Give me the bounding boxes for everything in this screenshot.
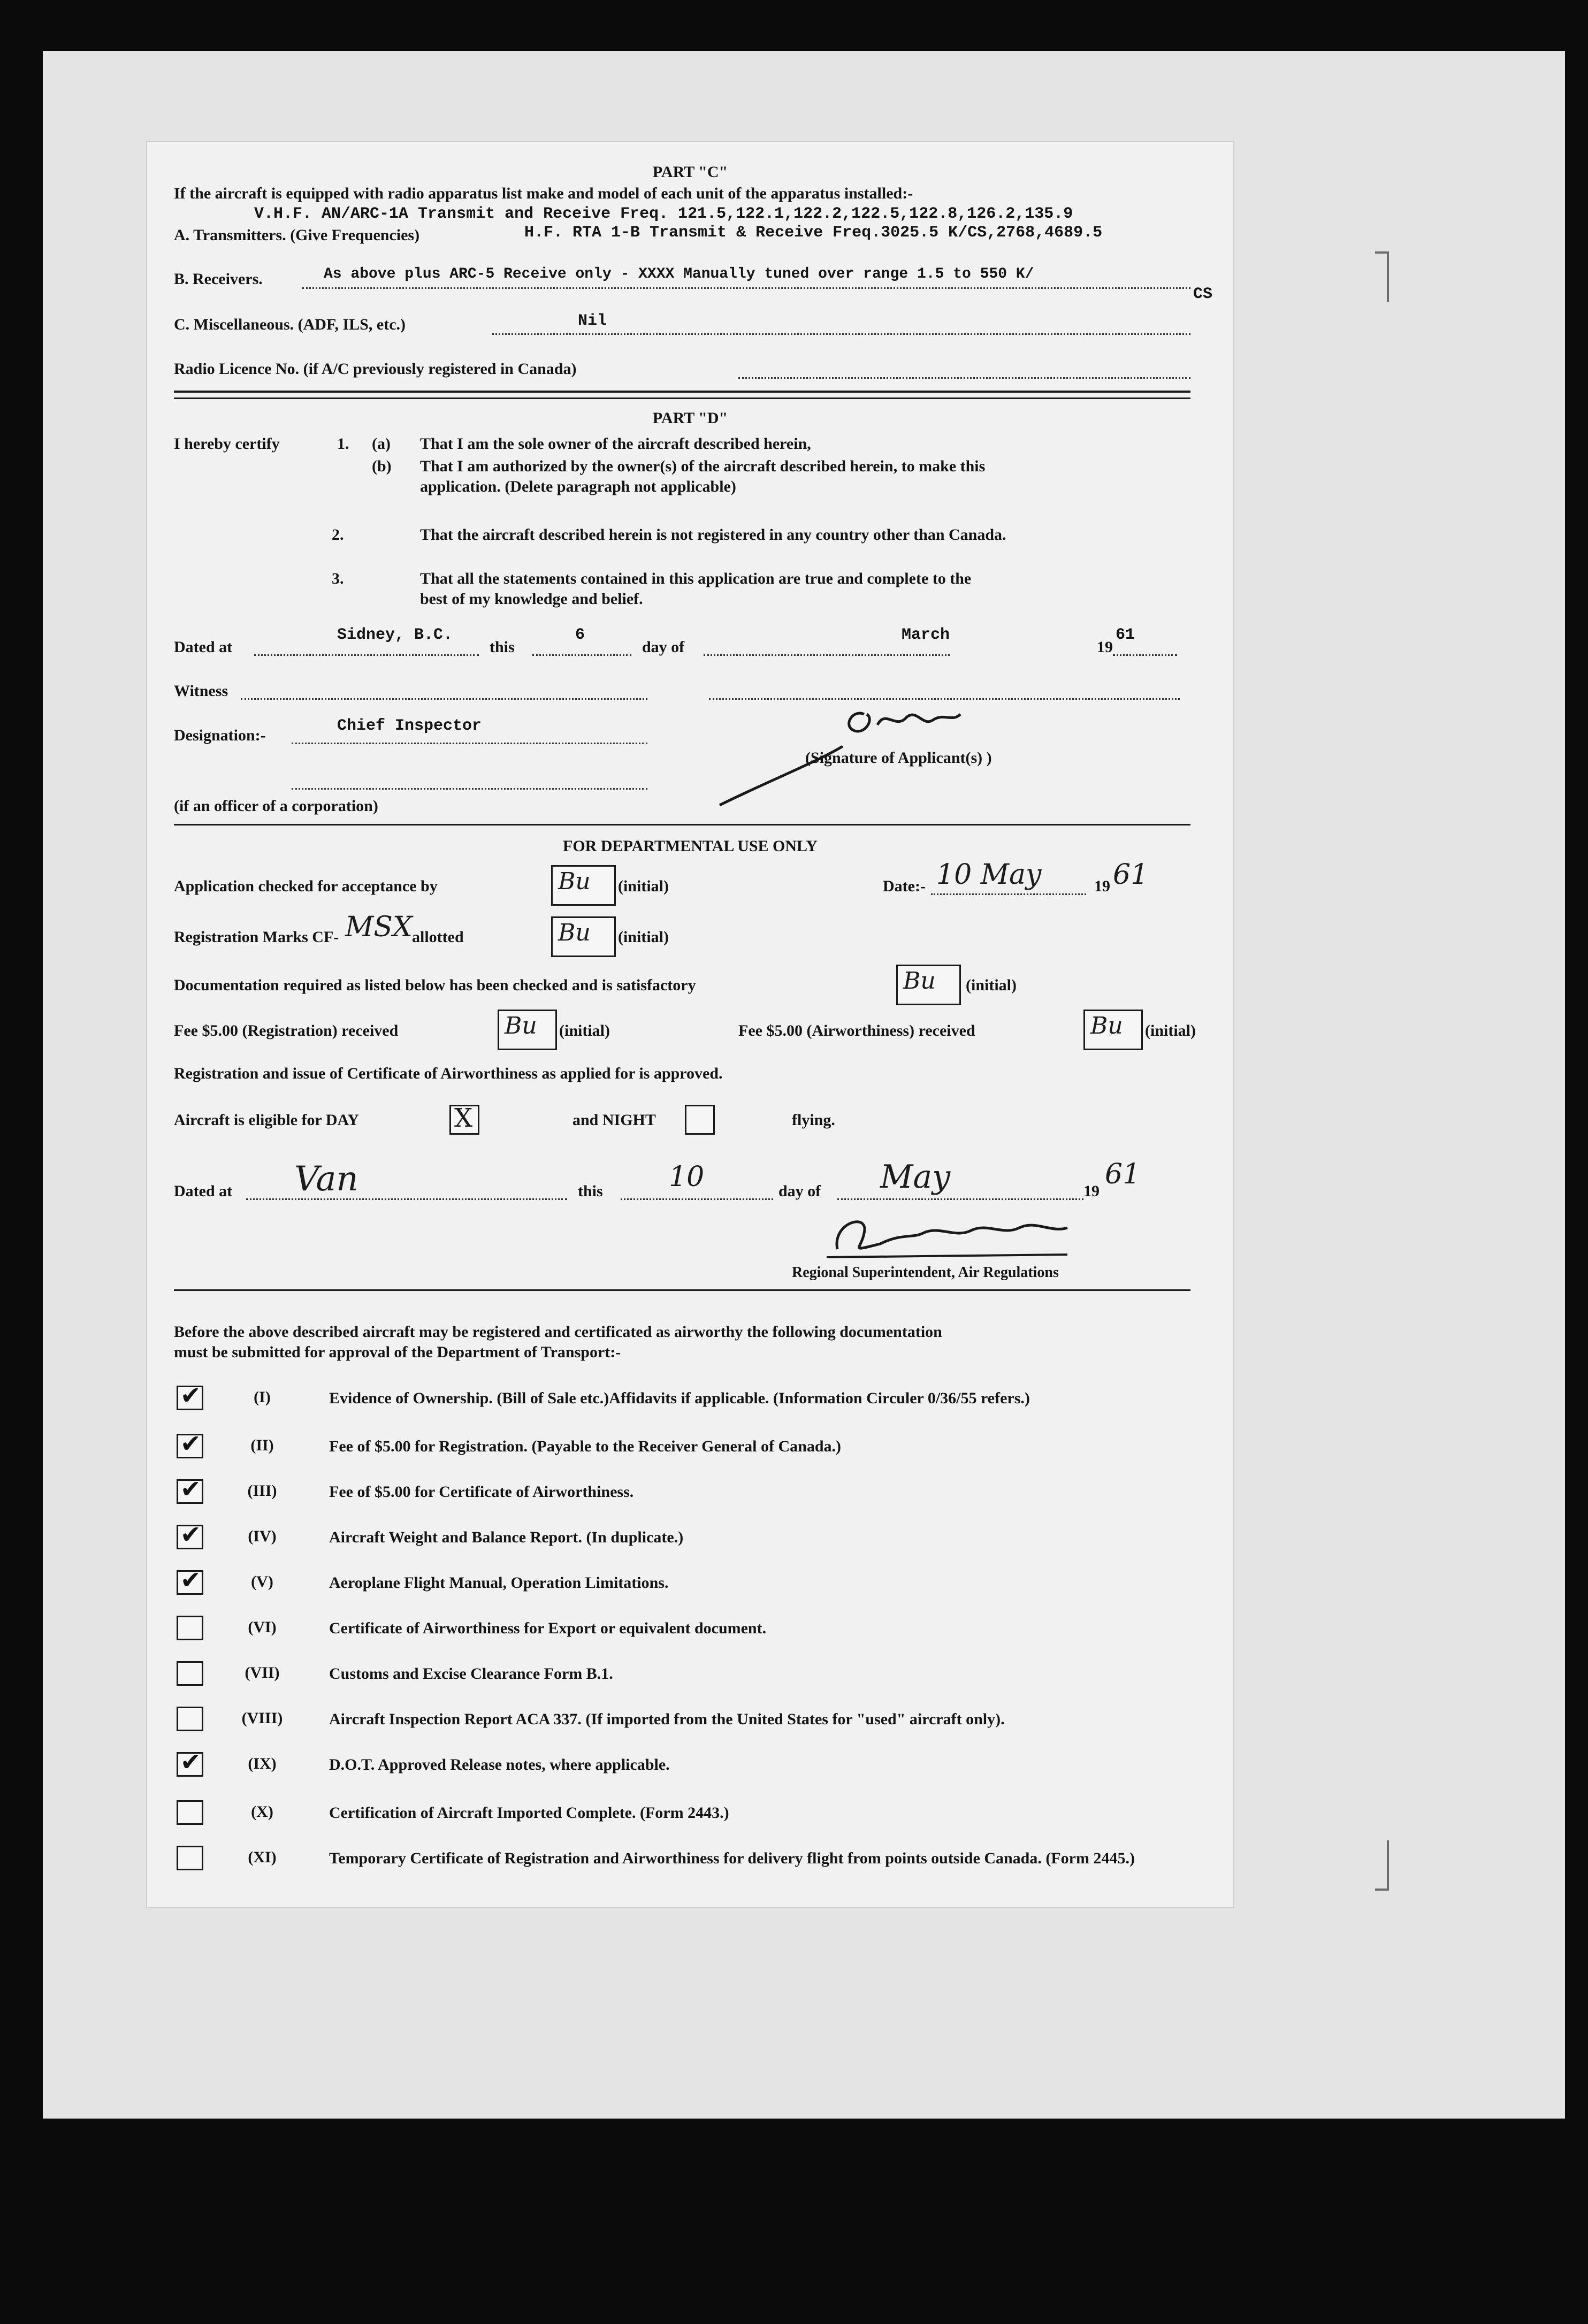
dept-dated-place: Van bbox=[294, 1159, 358, 1199]
witness-dotted-line bbox=[241, 698, 647, 700]
dated-at-place: Sidney, B.C. bbox=[337, 626, 453, 644]
dept-this-label: this bbox=[578, 1182, 603, 1200]
requirement-number: (X) bbox=[251, 1803, 273, 1821]
requirement-text: Evidence of Ownership. (Bill of Sale etc.)Affidavits if applicable. (Information Circuler 0/36/55 refers.) bbox=[329, 1389, 1030, 1407]
checked-by-label: Application checked for acceptance by bbox=[174, 877, 438, 895]
fee-airworthiness-initial-box: Bu bbox=[1083, 1010, 1143, 1050]
superintendent-signature bbox=[816, 1201, 1094, 1265]
requirement-text: D.O.T. Approved Release notes, where applicable. bbox=[329, 1756, 670, 1773]
check-mark-icon: ✔ bbox=[180, 1747, 201, 1776]
requirement-checkbox[interactable] bbox=[177, 1846, 203, 1870]
requirement-number: (XI) bbox=[248, 1848, 277, 1866]
part-c-intro: If the aircraft is equipped with radio apparatus list make and model of each unit of the apparatus installed:- bbox=[174, 185, 913, 202]
year-value: 61 bbox=[1116, 626, 1135, 644]
requirement-checkbox[interactable] bbox=[177, 1565, 203, 1595]
month-dotted-line bbox=[704, 654, 950, 656]
requirement-number: (I) bbox=[254, 1388, 271, 1406]
requirement-text: Fee of $5.00 for Certificate of Airworthiness. bbox=[329, 1483, 634, 1501]
statement-1-number: 1. bbox=[337, 435, 349, 453]
statement-1a-letter: (a) bbox=[372, 435, 391, 453]
transmitters-label: A. Transmitters. (Give Frequencies) bbox=[174, 226, 420, 244]
fee-airworthiness-initial-label: (initial) bbox=[1145, 1022, 1196, 1039]
application-form bbox=[147, 142, 1233, 1907]
fee-registration-initial-label: (initial) bbox=[559, 1022, 610, 1039]
dept-day-dotted-line bbox=[621, 1198, 773, 1200]
check-mark-icon: ✔ bbox=[180, 1381, 201, 1410]
requirement-text: Certificate of Airworthiness for Export or equivalent document. bbox=[329, 1619, 767, 1637]
officer-dotted-line bbox=[292, 788, 647, 790]
designation-label: Designation:- bbox=[174, 727, 266, 744]
documentation-initial-label: (initial) bbox=[966, 976, 1017, 994]
reg-initial-label: (initial) bbox=[618, 928, 669, 946]
dept-day-of-label: day of bbox=[778, 1182, 821, 1200]
transmitters-value: H.F. RTA 1-B Transmit & Receive Freq.3025.5 K/CS,2768,4689.5 bbox=[524, 224, 1103, 242]
requirement-checkbox[interactable] bbox=[177, 1474, 203, 1504]
requirement-number: (III) bbox=[247, 1482, 277, 1500]
requirement-checkbox[interactable] bbox=[177, 1616, 203, 1640]
dated-at-dotted-line bbox=[254, 654, 479, 656]
day-value: 6 bbox=[575, 626, 585, 644]
requirement-text: Aircraft Inspection Report ACA 337. (If imported from the United States for "used" aircraft only). bbox=[329, 1710, 1005, 1728]
flying-label: flying. bbox=[792, 1111, 835, 1129]
night-checkbox[interactable] bbox=[685, 1105, 715, 1135]
scan-corner-mark bbox=[1375, 1840, 1389, 1891]
eligible-night-label: and NIGHT bbox=[572, 1111, 656, 1129]
section-rule bbox=[174, 397, 1190, 399]
check-mark-icon: ✔ bbox=[180, 1520, 201, 1549]
part-c-heading: PART "C" bbox=[652, 163, 728, 181]
departmental-heading: FOR DEPARTMENTAL USE ONLY bbox=[563, 837, 818, 855]
documentation-label: Documentation required as listed below has been checked and is satisfactory bbox=[174, 976, 696, 994]
scan-corner-mark bbox=[1375, 251, 1389, 302]
requirement-checkbox[interactable] bbox=[177, 1800, 203, 1825]
section-rule bbox=[174, 391, 1190, 393]
approval-text: Registration and issue of Certificate of Airworthiness as applied for is approved. bbox=[174, 1065, 723, 1082]
checked-initial-label: (initial) bbox=[618, 877, 669, 895]
statement-1b-text-2: application. (Delete paragraph not applicable) bbox=[420, 478, 736, 495]
reg-initial-box: Bu bbox=[551, 916, 616, 957]
month-value: March bbox=[902, 626, 950, 644]
requirement-checkbox[interactable] bbox=[177, 1707, 203, 1731]
requirement-text: Aircraft Weight and Balance Report. (In duplicate.) bbox=[329, 1528, 684, 1546]
section-rule bbox=[174, 1289, 1190, 1291]
requirement-number: (VII) bbox=[245, 1664, 280, 1681]
requirement-text: Temporary Certificate of Registration and Airworthiness for delivery flight from points outside Canada. (Form 2445.) bbox=[329, 1849, 1135, 1867]
requirement-number: (VIII) bbox=[241, 1709, 283, 1727]
receivers-value: As above plus ARC-5 Receive only - XXXX Manually tuned over range 1.5 to 550 K/ bbox=[324, 266, 1034, 282]
fee-airworthiness-label: Fee $5.00 (Airworthiness) received bbox=[738, 1022, 975, 1039]
check-mark-icon: ✔ bbox=[180, 1474, 201, 1503]
requirement-number: (VI) bbox=[248, 1618, 277, 1636]
statement-1b-letter: (b) bbox=[372, 457, 392, 475]
date-year: 61 bbox=[1113, 859, 1149, 891]
statement-3-text-2: best of my knowledge and belief. bbox=[420, 590, 643, 608]
eligible-day-label: Aircraft is eligible for DAY bbox=[174, 1111, 360, 1129]
statement-1a-text: That I am the sole owner of the aircraft described herein, bbox=[420, 435, 811, 453]
requirement-checkbox[interactable] bbox=[177, 1381, 203, 1410]
receivers-label: B. Receivers. bbox=[174, 270, 263, 288]
day-check-mark: X bbox=[454, 1103, 473, 1133]
day-dotted-line bbox=[532, 654, 631, 656]
section-rule bbox=[174, 824, 1190, 825]
check-mark-icon: ✔ bbox=[180, 1429, 201, 1458]
requirement-number: (IV) bbox=[248, 1527, 277, 1545]
dept-month-dotted-line bbox=[837, 1198, 1083, 1200]
radio-licence-dotted-line bbox=[738, 377, 1190, 379]
check-mark-icon: ✔ bbox=[180, 1565, 201, 1594]
requirement-checkbox[interactable] bbox=[177, 1747, 203, 1777]
requirement-checkbox[interactable] bbox=[177, 1429, 203, 1458]
receivers-dotted-line bbox=[302, 287, 1190, 289]
designation-value: Chief Inspector bbox=[337, 717, 482, 735]
date-year-prefix: 19 bbox=[1094, 877, 1110, 895]
reg-marks-label: Registration Marks CF- bbox=[174, 928, 339, 946]
statement-3-number: 3. bbox=[332, 570, 344, 587]
signature-caption: (Signature of Applicant(s) ) bbox=[805, 749, 992, 767]
requirement-number: (IX) bbox=[248, 1755, 277, 1772]
radio-licence-label: Radio Licence No. (if A/C previously registered in Canada) bbox=[174, 360, 577, 378]
fee-registration-initial-box: Bu bbox=[498, 1010, 557, 1050]
date-value: 10 May bbox=[936, 859, 1042, 891]
requirement-text: Fee of $5.00 for Registration. (Payable to the Receiver General of Canada.) bbox=[329, 1438, 841, 1455]
dept-year-prefix: 19 bbox=[1083, 1182, 1100, 1200]
dated-at-label: Dated at bbox=[174, 638, 233, 656]
vhf-line: V.H.F. AN/ARC-1A Transmit and Receive Freq. 121.5,122.1,122.2,122.5,122.8,126.2,135.9 bbox=[254, 205, 1073, 223]
requirement-number: (V) bbox=[251, 1573, 273, 1591]
dept-dated-month: May bbox=[880, 1158, 951, 1196]
dept-dated-at-label: Dated at bbox=[174, 1182, 233, 1200]
misc-label: C. Miscellaneous. (ADF, ILS, etc.) bbox=[174, 316, 406, 333]
requirements-intro-2: must be submitted for approval of the Department of Transport:- bbox=[174, 1343, 621, 1361]
dept-dated-year: 61 bbox=[1105, 1158, 1141, 1190]
dept-dated-day: 10 bbox=[669, 1161, 705, 1193]
requirements-intro: Before the above described aircraft may be registered and certificated as airworthy the following documentation bbox=[174, 1323, 942, 1341]
misc-value: Nil bbox=[578, 312, 607, 330]
year-dotted-line bbox=[1113, 654, 1177, 656]
statement-1b-text: That I am authorized by the owner(s) of the aircraft described herein, to make this bbox=[420, 457, 986, 475]
requirement-text: Certification of Aircraft Imported Complete. (Form 2443.) bbox=[329, 1804, 729, 1822]
date-dotted-line bbox=[931, 893, 1086, 895]
officer-note: (if an officer of a corporation) bbox=[174, 797, 378, 815]
statement-2-text: That the aircraft described herein is not registered in any country other than Canada. bbox=[420, 526, 1006, 544]
day-checkbox[interactable] bbox=[449, 1105, 479, 1135]
designation-dotted-line bbox=[292, 743, 647, 744]
receivers-suffix: CS bbox=[1193, 285, 1213, 303]
documentation-initial-box: Bu bbox=[896, 965, 961, 1005]
requirement-checkbox[interactable] bbox=[177, 1661, 203, 1686]
requirement-checkbox[interactable] bbox=[177, 1520, 203, 1549]
misc-dotted-line bbox=[492, 333, 1190, 335]
statement-2-number: 2. bbox=[332, 526, 344, 544]
part-d-heading: PART "D" bbox=[652, 409, 728, 427]
fee-registration-label: Fee $5.00 (Registration) received bbox=[174, 1022, 399, 1039]
allotted-label: allotted bbox=[412, 928, 464, 946]
this-label: this bbox=[490, 638, 515, 656]
statement-3-text: That all the statements contained in this application are true and complete to the bbox=[420, 570, 972, 587]
witness-label: Witness bbox=[174, 682, 228, 700]
requirement-text: Customs and Excise Clearance Form B.1. bbox=[329, 1665, 613, 1683]
certify-label: I hereby certify bbox=[174, 435, 280, 453]
day-of-label: day of bbox=[642, 638, 685, 656]
year-prefix: 19 bbox=[1097, 638, 1113, 656]
requirement-text: Aeroplane Flight Manual, Operation Limitations. bbox=[329, 1574, 669, 1592]
reg-marks-value: MSX bbox=[345, 911, 413, 943]
checked-initial-box: Bu bbox=[551, 865, 616, 906]
requirement-number: (II) bbox=[250, 1436, 274, 1454]
date-label: Date:- bbox=[883, 877, 926, 895]
superintendent-caption: Regional Superintendent, Air Regulations bbox=[792, 1264, 1059, 1281]
